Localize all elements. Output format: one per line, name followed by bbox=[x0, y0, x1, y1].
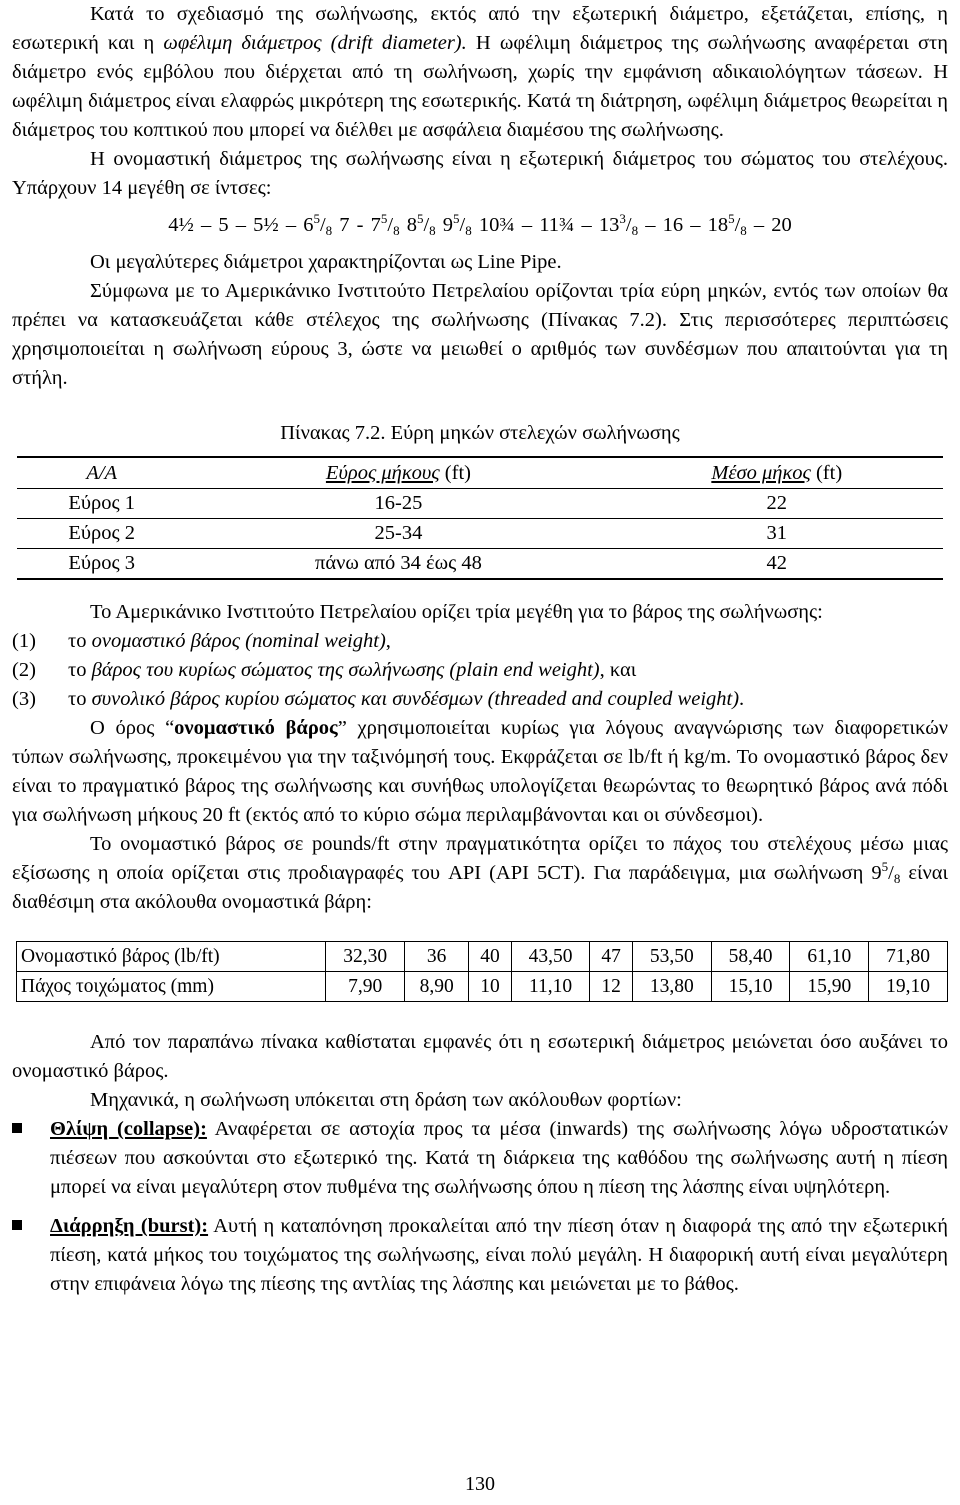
list-item: (1) το ονομαστικό βάρος (nominal weight), bbox=[12, 630, 391, 652]
table-cell: 22 bbox=[611, 489, 943, 519]
bullet-text: Αυτή η καταπόνηση προκαλείται από την πίεση όταν η διαφορά της από την εξωτερική πίεση, κατά μήκος του τοιχώματος της σωλήνωσης, είναι πολύ μεγάλη. Η διαφορική αυτή είναι μεγαλύτερη στην επιφάνεια λόγω της πίεσης της αντλίας της λάσπης και μειώνεται με το βάθος. bbox=[50, 1215, 948, 1295]
table-row bbox=[17, 519, 943, 549]
separator: – bbox=[285, 214, 297, 236]
table-cell: 61,10 bbox=[790, 942, 869, 972]
separator: – bbox=[690, 214, 701, 236]
bullet-burst bbox=[12, 1212, 948, 1299]
size-value: $13^3/_8$ bbox=[598, 211, 639, 238]
table-cell: 43,50 bbox=[511, 942, 590, 972]
table-cell: 10 bbox=[469, 972, 511, 1002]
separator: – bbox=[645, 214, 656, 236]
emphasis-text: ωφέλιμη διάμετρος (drift diameter). bbox=[163, 32, 467, 54]
table-row bbox=[17, 972, 948, 1002]
table-cell: 12 bbox=[590, 972, 632, 1002]
document-page bbox=[12, 0, 948, 1299]
list-item: (3) το συνολικό βάρος κυρίου σώματος και συνδέσμων (threaded and coupled weight). bbox=[12, 688, 745, 710]
table-cell: 32,30 bbox=[326, 942, 405, 972]
row-label: Πάχος τοιχώματος (mm) bbox=[17, 972, 326, 1002]
table-cell: 31 bbox=[611, 519, 943, 549]
page-number: 130 bbox=[465, 1473, 495, 1495]
paragraph-length-ranges: Σύμφωνα με το Αμερικάνικο Ινστιτούτο Πετρελαίου ορίζονται τρία εύρη μηκών, εντός των οποίων θα πρέπει να κατασκευάζεται κάθε στέλεχος της σωλήνωσης (Πίνακας 7.2). Στις περισσότερες περιπτώσεις χρησιμοποιείται η σωλήνωση εύρους 3, ώστε να μειωθεί ο αριθμός των συνδέσμων που απαιτούνται για τη στήλη. bbox=[12, 280, 948, 389]
table-cell: Εύρος 1 bbox=[17, 489, 186, 519]
table-caption: Πίνακας 7.2. Εύρη μηκών στελεχών σωλήνωσης bbox=[280, 422, 680, 444]
bullet-term: Διάρρηξη (burst): bbox=[50, 1215, 209, 1237]
table-cell: 53,50 bbox=[632, 942, 711, 972]
size-value: $6^5/_8$ bbox=[303, 211, 333, 238]
table-cell: 16-25 bbox=[186, 489, 610, 519]
table-row bbox=[17, 549, 943, 580]
table-cell: 71,80 bbox=[869, 942, 948, 972]
paragraph-loads-intro: Μηχανικά, η σωλήνωση υπόκειται στη δράση των ακόλουθων φορτίων: bbox=[90, 1089, 682, 1111]
size-value: $8^5/_8$ bbox=[406, 211, 436, 238]
table-header-row bbox=[17, 457, 943, 489]
paragraph-table-conclusion: Από τον παραπάνω πίνακα καθίσταται εμφανές ότι η εσωτερική διάμετρος μειώνεται όσο αυξάνει το ονομαστικό βάρος. bbox=[12, 1031, 948, 1082]
size-value: 11¾ bbox=[539, 214, 575, 236]
table-cell: 15,10 bbox=[711, 972, 790, 1002]
bullet-term: Θλίψη (collapse): bbox=[50, 1118, 207, 1140]
separator: – bbox=[521, 214, 533, 236]
paragraph-nominal-diameter: Η ονομαστική διάμετρος της σωλήνωσης είναι η εξωτερική διάμετρος του σώματος του στελέχους. Υπάρχουν 14 μεγέθη σε ίντσες: bbox=[12, 148, 948, 199]
table-cell: Εύρος 2 bbox=[17, 519, 186, 549]
separator: – bbox=[753, 214, 765, 236]
square-bullet-icon bbox=[12, 1115, 50, 1202]
text: Η ωφέλιμη διάμετρος της σωλήνωσης αναφέρεται στη διάμετρο ενός εμβόλου που διέρχεται από τη σωλήνωση, χωρίς την εμφάνιση αδικαιολόγητων τάσεων. Η ωφέλιμη διάμετρος είναι ελαφρώς μικρότερη της εσωτερικής. Κατά τη διάτρηση, ωφέλιμη διάμετρος θεωρείται η διάμετρος του κοπτικού που μπορεί να διέλθει με ασφάλεια διαμέσου της σωλήνωσης. bbox=[12, 32, 948, 141]
column-header: Μέσο μήκος (ft) bbox=[611, 457, 943, 489]
row-label: Ονομαστικό βάρος (lb/ft) bbox=[17, 942, 326, 972]
text: Κατά το σχεδιασμό της σωλήνωσης, εκτός από την εξωτερική διάμετρο, εξετάζεται, επίσης, η εσωτερική και η bbox=[12, 3, 948, 54]
table-row bbox=[17, 942, 948, 972]
table-cell: 58,40 bbox=[711, 942, 790, 972]
size-value: $7 - 7^5/_8$ bbox=[339, 211, 400, 238]
table-cell: πάνω από 34 έως 48 bbox=[186, 549, 610, 580]
size-value: 4½ bbox=[168, 214, 194, 236]
table-cell: 13,80 bbox=[632, 972, 711, 1002]
separator: – bbox=[581, 214, 592, 236]
table-cell: 19,10 bbox=[869, 972, 948, 1002]
square-bullet-icon bbox=[12, 1212, 50, 1299]
separator: – bbox=[235, 214, 246, 236]
table-cell: 25-34 bbox=[186, 519, 610, 549]
size-value: $18^5/_8$ bbox=[707, 211, 747, 238]
paragraph-weights-intro: Το Αμερικάνικο Ινστιτούτο Πετρελαίου ορίζει τρία μεγέθη για το βάρος της σωλήνωσης: bbox=[90, 601, 823, 623]
length-ranges-table bbox=[17, 456, 943, 580]
size-value: $9^5/_8$ bbox=[442, 211, 472, 238]
paragraph-nominal-weight: Ο όρος “ονομαστικό βάρος” χρησιμοποιείται κυρίως για λόγους αναγνώρισης των διαφορετικών τύπων σωλήνωσης, προκειμένου για την ταξινόμησή τους. Εκφράζεται σε lb/ft ή kg/m. Το ονομαστικό βάρος δεν είναι το πραγματικό βάρος της σωλήνωσης και συνήθως υπολογίζεται θεωρώντας το θεωρητικό βάρος ανά πόδι για σωλήνωση μήκους 20 ft (εκτός από το κύριο σώμα περιλαμβάνονται και οι σύνδεσμοι). bbox=[12, 717, 948, 826]
paragraph-api-weights: Το ονομαστικό βάρος σε pounds/ft στην πραγματικότητα ορίζει το πάχος του στελέχους μέσω μιας εξίσωσης η οποία ορίζεται στις προδιαγραφές του API (API 5CT). Για παράδειγμα, μια σωλήνωση $9^5/_8$ είναι διαθέσιμη στα ακόλουθα ονομαστικά βάρη: bbox=[12, 833, 948, 913]
nominal-weights-table bbox=[16, 941, 948, 1002]
size-value: 5 bbox=[218, 214, 229, 236]
column-header: Εύρος μήκους (ft) bbox=[186, 457, 610, 489]
casing-sizes-line bbox=[12, 211, 948, 240]
size-value: 10¾ bbox=[478, 214, 515, 236]
table-cell: 40 bbox=[469, 942, 511, 972]
table-cell: 7,90 bbox=[326, 972, 405, 1002]
table-cell: 36 bbox=[405, 942, 469, 972]
table-cell: 15,90 bbox=[790, 972, 869, 1002]
bullet-collapse bbox=[12, 1115, 948, 1202]
table-cell: 11,10 bbox=[511, 972, 590, 1002]
size-value: 16 bbox=[662, 214, 684, 236]
table-cell: 47 bbox=[590, 942, 632, 972]
table-row bbox=[17, 489, 943, 519]
paragraph-line-pipe: Οι μεγαλύτερες διάμετροι χαρακτηρίζονται ως Line Pipe. bbox=[90, 251, 562, 273]
table-cell: 8,90 bbox=[405, 972, 469, 1002]
paragraph-drift-diameter bbox=[12, 0, 948, 145]
bullet-text: Αναφέρεται σε αστοχία προς τα μέσα (inwards) της σωλήνωσης λόγω υδροστατικών πιέσεων που ασκούνται στο εξωτερικό της. Κατά τη διάρκεια της καθόδου της σωλήνωσης αυτή η πίεση μπορεί να είναι μεγαλύτερη στον πυθμένα της σωλήνωσης όπου η πίεση της λάσπης είναι υψηλότερη. bbox=[50, 1118, 948, 1198]
size-value: 20 bbox=[771, 214, 792, 236]
list-item: (2) το βάρος του κυρίως σώματος της σωλήνωσης (plain end weight), και bbox=[12, 659, 637, 681]
table-cell: 42 bbox=[611, 549, 943, 580]
separator: – bbox=[200, 214, 212, 236]
size-value: 5½ bbox=[253, 214, 279, 236]
column-header: Α/Α bbox=[17, 457, 186, 489]
table-cell: Εύρος 3 bbox=[17, 549, 186, 580]
